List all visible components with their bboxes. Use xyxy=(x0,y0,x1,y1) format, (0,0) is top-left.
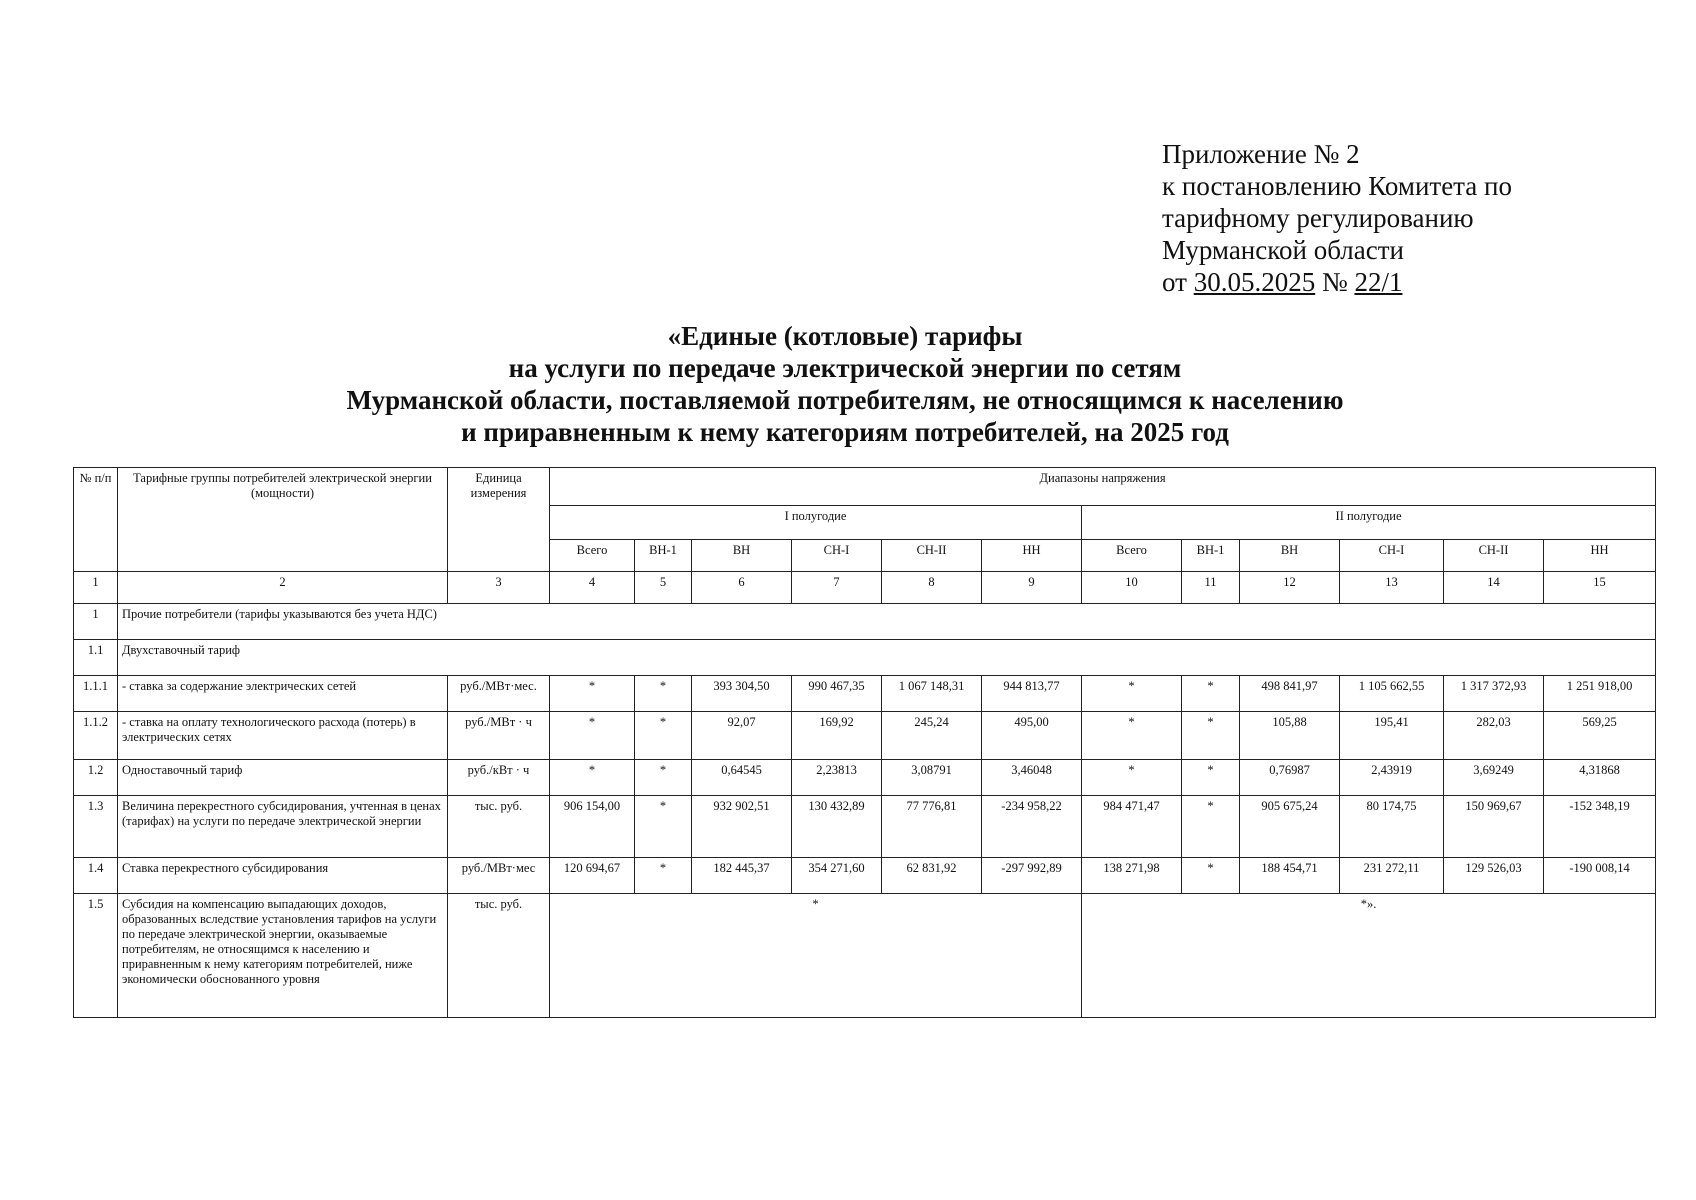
value-cell: 1 317 372,93 xyxy=(1444,676,1544,712)
column-number-cell: 13 xyxy=(1340,572,1444,604)
row-label: Субсидия на компенсацию выпадающих доходов, образованных вследствие установления тарифов на услуги по передаче электрической энергии, оказываемые потребителям, не относящимся к населению и приравненным к нему категориям потребителей, ниже экономически обоснованного уровня xyxy=(118,894,448,1018)
column-number-cell: 8 xyxy=(882,572,982,604)
value-cell: * xyxy=(1182,712,1240,760)
header-voltage-cell: НН xyxy=(982,540,1082,572)
header-voltage-cell: СН-I xyxy=(1340,540,1444,572)
decree-number: 22/1 xyxy=(1354,267,1403,297)
title-line: и приравненным к нему категориям потребителей, на 2025 год xyxy=(461,417,1229,447)
value-cell: * xyxy=(550,760,635,796)
value-cell: 2,23813 xyxy=(792,760,882,796)
value-cell: 2,43919 xyxy=(1340,760,1444,796)
row-unit: тыс. руб. xyxy=(448,894,550,1018)
title-line: Мурманской области, поставляемой потребителям, не относящимся к населению xyxy=(346,385,1344,415)
value-cell: * xyxy=(635,676,692,712)
value-cell: * xyxy=(1082,712,1182,760)
value-cell: 150 969,67 xyxy=(1444,796,1544,858)
row-number: 1 xyxy=(74,604,118,640)
title-line: на услуги по передаче электрической энергии по сетям xyxy=(508,353,1182,383)
value-cell: -234 958,22 xyxy=(982,796,1082,858)
column-number-cell: 15 xyxy=(1544,572,1656,604)
value-cell: 1 251 918,00 xyxy=(1544,676,1656,712)
row-number: 1.1 xyxy=(74,640,118,676)
header-group: Тарифные группы потребителей электрической энергии (мощности) xyxy=(118,468,448,572)
section-label: Прочие потребители (тарифы указываются без учета НДС) xyxy=(118,604,1656,640)
value-cell: * xyxy=(1182,760,1240,796)
appendix-line: к постановлению Комитета по xyxy=(1162,171,1512,201)
value-cell: * xyxy=(1082,676,1182,712)
row-number: 1.1.2 xyxy=(74,712,118,760)
value-cell: 495,00 xyxy=(982,712,1082,760)
header-voltage-cell: ВН-1 xyxy=(1182,540,1240,572)
value-cell: * xyxy=(635,796,692,858)
value-cell: 182 445,37 xyxy=(692,858,792,894)
number-prefix: № xyxy=(1321,267,1348,297)
value-cell: 932 902,51 xyxy=(692,796,792,858)
value-cell: 944 813,77 xyxy=(982,676,1082,712)
value-cell: * xyxy=(550,676,635,712)
header-half2: II полугодие xyxy=(1082,506,1656,540)
column-number-cell: 14 xyxy=(1444,572,1544,604)
value-cell: * xyxy=(635,858,692,894)
value-cell: * xyxy=(635,712,692,760)
header-voltage-cell: СН-I xyxy=(792,540,882,572)
row-unit: руб./МВт · ч xyxy=(448,712,550,760)
section-label: Двухставочный тариф xyxy=(118,640,1656,676)
value-cell: 1 105 662,55 xyxy=(1340,676,1444,712)
appendix-line: Мурманской области xyxy=(1162,235,1404,265)
value-cell: 195,41 xyxy=(1340,712,1444,760)
decree-date: 30.05.2025 xyxy=(1193,267,1316,297)
value-cell: * xyxy=(635,760,692,796)
value-cell: 129 526,03 xyxy=(1444,858,1544,894)
appendix-line: тарифному регулированию xyxy=(1162,203,1474,233)
column-number-cell: 11 xyxy=(1182,572,1240,604)
value-cell: 282,03 xyxy=(1444,712,1544,760)
value-cell: * xyxy=(1182,796,1240,858)
value-cell: 120 694,67 xyxy=(550,858,635,894)
row-unit: руб./кВт · ч xyxy=(448,760,550,796)
appendix-block xyxy=(1162,138,1512,298)
row-label: Одноставочный тариф xyxy=(118,760,448,796)
column-number-cell: 1 xyxy=(74,572,118,604)
row-number: 1.2 xyxy=(74,760,118,796)
value-cell: 77 776,81 xyxy=(882,796,982,858)
value-cell: * xyxy=(550,712,635,760)
header-voltage-cell: ВН-1 xyxy=(635,540,692,572)
value-cell: 0,76987 xyxy=(1240,760,1340,796)
value-cell: 130 432,89 xyxy=(792,796,882,858)
appendix-line: Приложение № 2 xyxy=(1162,139,1360,169)
subsidy-half1-value: * xyxy=(550,894,1082,1018)
value-cell: -152 348,19 xyxy=(1544,796,1656,858)
table-row xyxy=(74,712,1656,760)
value-cell: 906 154,00 xyxy=(550,796,635,858)
value-cell: 245,24 xyxy=(882,712,982,760)
section-row xyxy=(74,604,1656,640)
header-voltage-cell: СН-II xyxy=(1444,540,1544,572)
column-number-cell: 10 xyxy=(1082,572,1182,604)
value-cell: 3,46048 xyxy=(982,760,1082,796)
header-half1: I полугодие xyxy=(550,506,1082,540)
header-ranges: Диапазоны напряжения xyxy=(550,468,1656,506)
title-line: «Единые (котловые) тарифы xyxy=(667,321,1023,351)
row-number: 1.4 xyxy=(74,858,118,894)
column-number-cell: 9 xyxy=(982,572,1082,604)
value-cell: 138 271,98 xyxy=(1082,858,1182,894)
row-label: - ставка на оплату технологического расхода (потерь) в электрических сетях xyxy=(118,712,448,760)
value-cell: 3,08791 xyxy=(882,760,982,796)
value-cell: 905 675,24 xyxy=(1240,796,1340,858)
value-cell: 393 304,50 xyxy=(692,676,792,712)
row-label: Величина перекрестного субсидирования, учтенная в ценах (тарифах) на услуги по передаче электрической энергии xyxy=(118,796,448,858)
value-cell: 3,69249 xyxy=(1444,760,1544,796)
table-row xyxy=(74,760,1656,796)
table-row xyxy=(74,858,1656,894)
value-cell: 990 467,35 xyxy=(792,676,882,712)
value-cell: 169,92 xyxy=(792,712,882,760)
date-prefix: от xyxy=(1162,267,1187,297)
table-row xyxy=(74,796,1656,858)
value-cell: 354 271,60 xyxy=(792,858,882,894)
value-cell: 80 174,75 xyxy=(1340,796,1444,858)
value-cell: 231 272,11 xyxy=(1340,858,1444,894)
column-number-cell: 5 xyxy=(635,572,692,604)
column-number-cell: 3 xyxy=(448,572,550,604)
value-cell: 984 471,47 xyxy=(1082,796,1182,858)
value-cell: 92,07 xyxy=(692,712,792,760)
column-number-cell: 4 xyxy=(550,572,635,604)
value-cell: 498 841,97 xyxy=(1240,676,1340,712)
header-voltage-cell: Всего xyxy=(1082,540,1182,572)
appendix-date-line xyxy=(1162,266,1512,298)
value-cell: * xyxy=(1182,858,1240,894)
row-label: Ставка перекрестного субсидирования xyxy=(118,858,448,894)
tariffs-table xyxy=(73,467,1656,1018)
header-num: № п/п xyxy=(74,468,118,572)
value-cell: * xyxy=(1082,760,1182,796)
document-title xyxy=(200,320,1490,448)
row-number: 1.5 xyxy=(74,894,118,1018)
section-row xyxy=(74,640,1656,676)
column-number-row xyxy=(74,572,1656,604)
row-unit: тыс. руб. xyxy=(448,796,550,858)
row-number: 1.1.1 xyxy=(74,676,118,712)
header-voltage-cell: ВН xyxy=(692,540,792,572)
row-label: - ставка за содержание электрических сетей xyxy=(118,676,448,712)
header-row-top xyxy=(74,468,1656,506)
value-cell: 62 831,92 xyxy=(882,858,982,894)
value-cell: 4,31868 xyxy=(1544,760,1656,796)
value-cell: 105,88 xyxy=(1240,712,1340,760)
row-number: 1.3 xyxy=(74,796,118,858)
header-voltage-cell: ВН xyxy=(1240,540,1340,572)
column-number-cell: 7 xyxy=(792,572,882,604)
column-number-cell: 2 xyxy=(118,572,448,604)
value-cell: 0,64545 xyxy=(692,760,792,796)
value-cell: 1 067 148,31 xyxy=(882,676,982,712)
subsidy-row xyxy=(74,894,1656,1018)
table-row xyxy=(74,676,1656,712)
value-cell: 188 454,71 xyxy=(1240,858,1340,894)
value-cell: -297 992,89 xyxy=(982,858,1082,894)
header-voltage-cell: НН xyxy=(1544,540,1656,572)
column-number-cell: 6 xyxy=(692,572,792,604)
header-unit: Единица измерения xyxy=(448,468,550,572)
row-unit: руб./МВт·мес xyxy=(448,858,550,894)
header-voltage-cell: СН-II xyxy=(882,540,982,572)
value-cell: 569,25 xyxy=(1544,712,1656,760)
row-unit: руб./МВт·мес. xyxy=(448,676,550,712)
value-cell: -190 008,14 xyxy=(1544,858,1656,894)
column-number-cell: 12 xyxy=(1240,572,1340,604)
header-voltage-cell: Всего xyxy=(550,540,635,572)
subsidy-half2-value: *». xyxy=(1082,894,1656,1018)
value-cell: * xyxy=(1182,676,1240,712)
